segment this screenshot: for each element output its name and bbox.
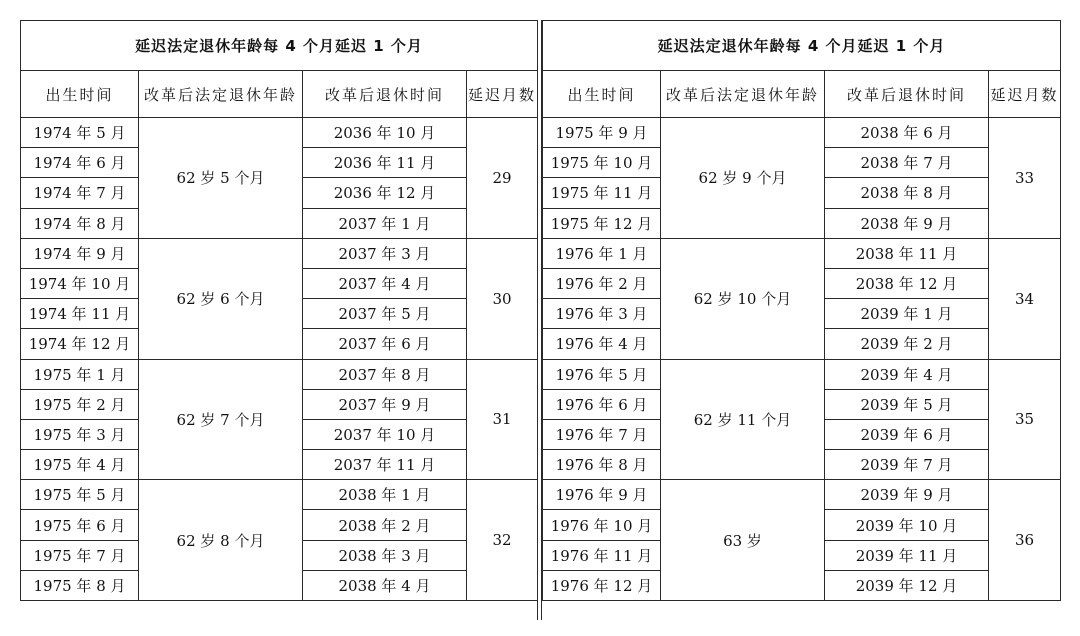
table-title: 延迟法定退休年龄每 4 个月延迟 1 个月	[21, 21, 538, 71]
birth-date-cell: 1976 年 12 月	[543, 570, 661, 600]
header-retirement-age: 改革后法定退休年龄	[661, 71, 825, 118]
header-retirement-time: 改革后退休时间	[303, 71, 467, 118]
retirement-age-cell: 62 岁 7 个月	[139, 359, 303, 480]
table-row	[543, 480, 1061, 510]
birth-date-cell: 1976 年 6 月	[543, 389, 661, 419]
birth-date-cell: 1976 年 9 月	[543, 480, 661, 510]
retirement-age-cell: 62 岁 6 个月	[139, 238, 303, 359]
delay-months-cell: 34	[989, 238, 1061, 359]
retirement-time-cell: 2038 年 2 月	[303, 510, 467, 540]
retirement-age-cell: 62 岁 9 个月	[661, 118, 825, 239]
retirement-time-cell: 2039 年 5 月	[825, 389, 989, 419]
retirement-time-cell: 2039 年 4 月	[825, 359, 989, 389]
table-row	[543, 359, 1061, 389]
retirement-time-cell: 2038 年 6 月	[825, 118, 989, 148]
retirement-table-right	[542, 20, 1061, 601]
birth-date-cell: 1974 年 10 月	[21, 268, 139, 298]
retirement-time-cell: 2036 年 11 月	[303, 148, 467, 178]
retirement-time-cell: 2037 年 9 月	[303, 389, 467, 419]
retirement-time-cell: 2039 年 11 月	[825, 540, 989, 570]
retirement-age-cell: 63 岁	[661, 480, 825, 601]
birth-date-cell: 1976 年 7 月	[543, 419, 661, 449]
table-title: 延迟法定退休年龄每 4 个月延迟 1 个月	[543, 21, 1061, 71]
birth-date-cell: 1976 年 11 月	[543, 540, 661, 570]
birth-date-cell: 1974 年 7 月	[21, 178, 139, 208]
birth-date-cell: 1976 年 10 月	[543, 510, 661, 540]
birth-date-cell: 1975 年 2 月	[21, 389, 139, 419]
header-delay-months: 延迟月数	[467, 71, 538, 118]
delay-months-cell: 30	[467, 238, 538, 359]
header-retirement-age: 改革后法定退休年龄	[139, 71, 303, 118]
header-retirement-time: 改革后退休时间	[825, 71, 989, 118]
retirement-time-cell: 2038 年 3 月	[303, 540, 467, 570]
delay-months-cell: 31	[467, 359, 538, 480]
retirement-time-cell: 2037 年 5 月	[303, 299, 467, 329]
birth-date-cell: 1976 年 3 月	[543, 299, 661, 329]
birth-date-cell: 1975 年 4 月	[21, 450, 139, 480]
retirement-time-cell: 2039 年 2 月	[825, 329, 989, 359]
retirement-time-cell: 2039 年 9 月	[825, 480, 989, 510]
retirement-time-cell: 2037 年 10 月	[303, 419, 467, 449]
table-row	[21, 238, 538, 268]
delay-months-cell: 36	[989, 480, 1061, 601]
header-birth-date: 出生时间	[543, 71, 661, 118]
retirement-time-cell: 2038 年 9 月	[825, 208, 989, 238]
delay-months-cell: 32	[467, 480, 538, 601]
table-row	[543, 238, 1061, 268]
retirement-time-cell: 2036 年 12 月	[303, 178, 467, 208]
retirement-time-cell: 2039 年 10 月	[825, 510, 989, 540]
birth-date-cell: 1976 年 4 月	[543, 329, 661, 359]
birth-date-cell: 1975 年 10 月	[543, 148, 661, 178]
table-row	[21, 359, 538, 389]
retirement-age-cell: 62 岁 11 个月	[661, 359, 825, 480]
birth-date-cell: 1975 年 1 月	[21, 359, 139, 389]
delay-months-cell: 35	[989, 359, 1061, 480]
retirement-time-cell: 2038 年 4 月	[303, 570, 467, 600]
birth-date-cell: 1976 年 1 月	[543, 238, 661, 268]
retirement-time-cell: 2039 年 6 月	[825, 419, 989, 449]
birth-date-cell: 1975 年 11 月	[543, 178, 661, 208]
retirement-table-left	[20, 20, 538, 601]
retirement-time-cell: 2037 年 4 月	[303, 268, 467, 298]
birth-date-cell: 1975 年 9 月	[543, 118, 661, 148]
retirement-age-cell: 62 岁 8 个月	[139, 480, 303, 601]
delay-months-cell: 33	[989, 118, 1061, 239]
birth-date-cell: 1975 年 6 月	[21, 510, 139, 540]
retirement-age-cell: 62 岁 5 个月	[139, 118, 303, 239]
header-birth-date: 出生时间	[21, 71, 139, 118]
table-row	[21, 118, 538, 148]
birth-date-cell: 1975 年 5 月	[21, 480, 139, 510]
birth-date-cell: 1975 年 7 月	[21, 540, 139, 570]
retirement-time-cell: 2038 年 1 月	[303, 480, 467, 510]
delay-months-cell: 29	[467, 118, 538, 239]
birth-date-cell: 1974 年 11 月	[21, 299, 139, 329]
retirement-time-cell: 2038 年 7 月	[825, 148, 989, 178]
header-delay-months: 延迟月数	[989, 71, 1061, 118]
table-row	[21, 480, 538, 510]
retirement-time-cell: 2037 年 8 月	[303, 359, 467, 389]
retirement-time-cell: 2036 年 10 月	[303, 118, 467, 148]
birth-date-cell: 1974 年 6 月	[21, 148, 139, 178]
retirement-time-cell: 2039 年 1 月	[825, 299, 989, 329]
birth-date-cell: 1974 年 8 月	[21, 208, 139, 238]
retirement-time-cell: 2038 年 8 月	[825, 178, 989, 208]
birth-date-cell: 1975 年 12 月	[543, 208, 661, 238]
birth-date-cell: 1974 年 9 月	[21, 238, 139, 268]
birth-date-cell: 1976 年 5 月	[543, 359, 661, 389]
retirement-time-cell: 2037 年 11 月	[303, 450, 467, 480]
retirement-time-cell: 2037 年 6 月	[303, 329, 467, 359]
birth-date-cell: 1976 年 2 月	[543, 268, 661, 298]
retirement-table-container	[20, 20, 1060, 620]
birth-date-cell: 1975 年 8 月	[21, 570, 139, 600]
retirement-time-cell: 2037 年 1 月	[303, 208, 467, 238]
retirement-time-cell: 2039 年 12 月	[825, 570, 989, 600]
birth-date-cell: 1975 年 3 月	[21, 419, 139, 449]
retirement-age-cell: 62 岁 10 个月	[661, 238, 825, 359]
retirement-time-cell: 2039 年 7 月	[825, 450, 989, 480]
birth-date-cell: 1974 年 12 月	[21, 329, 139, 359]
retirement-time-cell: 2038 年 12 月	[825, 268, 989, 298]
table-row	[543, 118, 1061, 148]
birth-date-cell: 1974 年 5 月	[21, 118, 139, 148]
retirement-time-cell: 2038 年 11 月	[825, 238, 989, 268]
birth-date-cell: 1976 年 8 月	[543, 450, 661, 480]
retirement-time-cell: 2037 年 3 月	[303, 238, 467, 268]
